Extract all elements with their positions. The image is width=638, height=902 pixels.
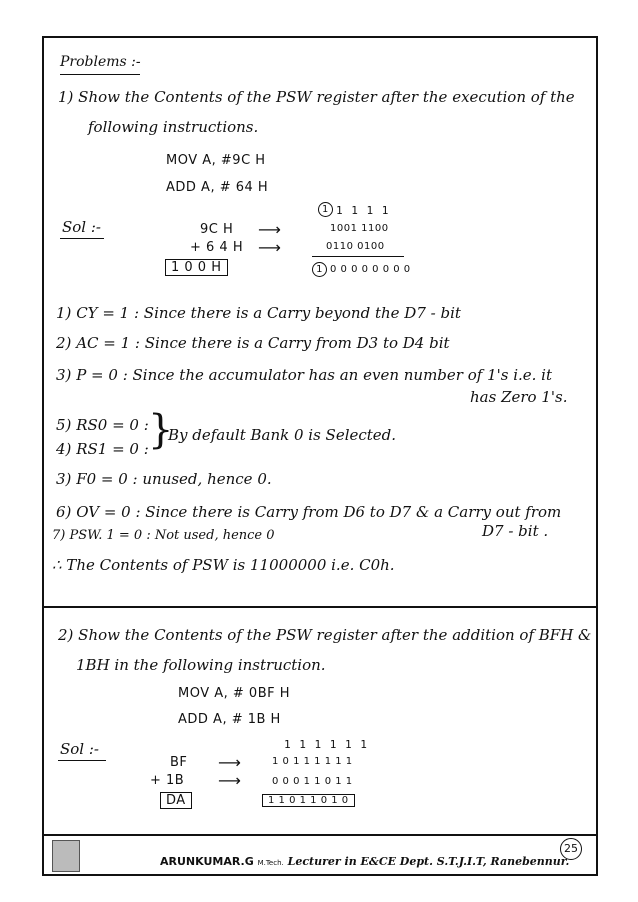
psw-conclusion: ∴ The Contents of PSW is 11000000 i.e. C0h.: [52, 556, 395, 574]
solution-1-underline: [60, 238, 104, 239]
sol2-binary-2: 0 0 0 1 1 0 1 1: [272, 776, 353, 787]
sol1-binary-1: 1001 1100: [330, 223, 389, 234]
sol2-operand-1: BF: [170, 755, 188, 770]
sol2-result-box: DA: [160, 792, 192, 809]
sol1-result-box: 1 0 0 H: [165, 259, 228, 276]
heading-underline: [60, 74, 140, 75]
author-avatar: [52, 840, 80, 872]
flag-rs1: 4) RS1 = 0 :: [56, 440, 149, 458]
sol2-operand-2: + 1B: [150, 773, 185, 788]
solution-1-label: Sol :-: [62, 218, 101, 236]
q1-instruction-mov: MOV A, #9C H: [166, 153, 266, 168]
sol1-sum-line: [312, 256, 404, 257]
flag-p: 3) P = 0 : Since the accumulator has an even number of 1's i.e. it: [56, 366, 553, 384]
sol1-operand-1: 9C H: [200, 222, 234, 237]
q2-instruction-add: ADD A, # 1B H: [178, 712, 281, 727]
section-divider: [42, 606, 598, 608]
question-2-line-1: 2) Show the Contents of the PSW register after the addition of BFH &: [58, 626, 592, 644]
flag-cy: 1) CY = 1 : Since there is a Carry beyond the D7 - bit: [56, 304, 461, 322]
flag-psw1: 7) PSW. 1 = 0 : Not used, hence 0: [52, 528, 275, 543]
sol2-binary-result: 1 1 0 1 1 0 1 0: [262, 794, 355, 807]
flag-f0: 3) F0 = 0 : unused, hence 0.: [56, 470, 272, 488]
solution-2-underline: [58, 760, 106, 761]
question-2-line-2: 1BH in the following instruction.: [76, 656, 326, 674]
flag-p-continued: has Zero 1's.: [470, 388, 568, 406]
sol2-carry-marks: 1 1 1 1 1 1: [284, 738, 368, 751]
sol2-arrow-1: ⟶: [218, 753, 241, 772]
q2-instruction-mov: MOV A, # 0BF H: [178, 686, 291, 701]
footer-credit: ARUNKUMAR.G M.Tech. Lecturer in E&CE Dept. S.T.J.I.T, Ranebennur.: [160, 855, 570, 868]
sol1-arrow-1: ⟶: [258, 220, 281, 239]
bank-default-note: By default Bank 0 is Selected.: [168, 426, 397, 444]
rs-brace: }: [148, 407, 174, 453]
flag-ov: 6) OV = 0 : Since there is Carry from D6 to D7 & a Carry out from: [56, 503, 562, 521]
sol1-operand-2: + 6 4 H: [190, 240, 244, 255]
sol1-carry-one: 1: [318, 202, 336, 217]
q1-instruction-add: ADD A, # 64 H: [166, 180, 269, 195]
solution-2-label: Sol :-: [60, 740, 99, 758]
page-heading: Problems :-: [60, 54, 141, 70]
question-1-line-2: following instructions.: [88, 118, 259, 136]
sol1-arrow-2: ⟶: [258, 238, 281, 257]
page-number: 25: [560, 838, 582, 860]
sol2-binary-1: 1 0 1 1 1 1 1 1: [272, 756, 353, 767]
sol1-binary-2: 0110 0100: [326, 241, 385, 252]
flag-ov-continued: D7 - bit .: [482, 522, 549, 540]
question-1-line-1: 1) Show the Contents of the PSW register after the execution of the: [58, 88, 575, 106]
flag-ac: 2) AC = 1 : Since there is a Carry from D3 to D4 bit: [56, 334, 450, 352]
sol1-carry-marks: 1 1 1 1: [336, 204, 390, 217]
sol1-binary-result: 1 0 0 0 0 0 0 0 0: [312, 262, 411, 277]
flag-rs0: 5) RS0 = 0 :: [56, 416, 149, 434]
sol2-arrow-2: ⟶: [218, 771, 241, 790]
